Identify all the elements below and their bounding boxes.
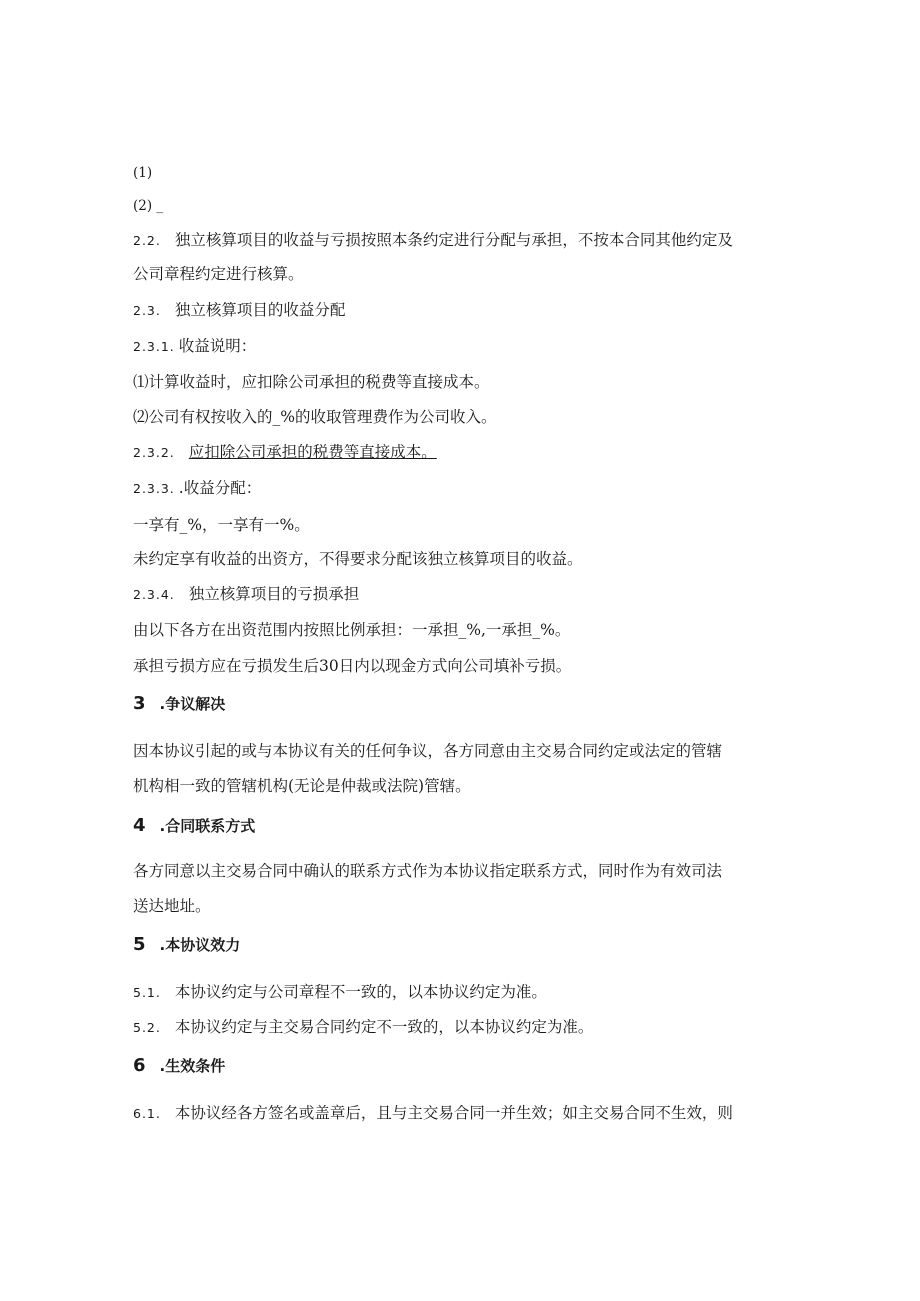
share-line: 一享有_%，一享有一%。	[133, 516, 310, 534]
section-number: 5	[133, 934, 146, 955]
clause-number: 2.3.4.	[133, 587, 175, 602]
section-title: .生效条件	[159, 1057, 226, 1075]
loss-line-1: 由以下各方在出资范围内按照比例承担：一承担_%,一承担_%。	[133, 621, 571, 639]
clause-text: 独立核算项目的收益分配	[174, 301, 346, 319]
item-2: (2) _	[133, 198, 164, 214]
section-number: 6	[133, 1055, 146, 1076]
income-note-2: ⑵公司有权按收入的_%的收取管理费作为公司收入。	[133, 408, 497, 426]
share-note: 未约定享有收益的出资方，不得要求分配该独立核算项目的收益。	[133, 550, 583, 568]
section-title: .合同联系方式	[159, 817, 256, 835]
contact-line-2: 送达地址。	[133, 897, 211, 915]
clause-2-3-1	[133, 336, 256, 357]
clause-2-2	[133, 230, 733, 251]
income-note-1: ⑴计算收益时，应扣除公司承担的税费等直接成本。	[133, 373, 490, 391]
clause-number: 5.1.	[133, 985, 161, 1000]
clause-5-1	[133, 982, 547, 1003]
clause-number: 2.3.2.	[133, 445, 175, 460]
clause-2-3	[133, 300, 345, 321]
clause-text: .收益分配：	[178, 479, 262, 497]
item-1: (1)	[133, 165, 153, 181]
dispute-line-1: 因本协议引起的或与本协议有关的任何争议，各方同意由主交易合同约定或法定的管辖	[133, 742, 723, 760]
clause-6-1	[133, 1103, 733, 1124]
clause-text: 本协议约定与主交易合同约定不一致的，以本协议约定为准。	[174, 1018, 594, 1036]
loss-line-2: 承担亏损方应在亏损发生后30日内以现金方式向公司填补亏损。	[133, 657, 572, 675]
contact-line-1: 各方同意以主交易合同中确认的联系方式作为本协议指定联系方式，同时作为有效司法	[133, 862, 723, 880]
clause-2-3-2	[133, 442, 437, 463]
clause-2-2-continued: 公司章程约定进行核算。	[133, 265, 304, 283]
clause-text: 独立核算项目的亏损承担	[188, 585, 360, 603]
clause-number: 2.3.	[133, 303, 161, 318]
clause-2-3-4	[133, 584, 359, 605]
clause-2-3-3	[133, 478, 261, 499]
clause-number: 2.3.3.	[133, 481, 175, 496]
section-number: 3	[133, 693, 146, 714]
section-number: 4	[133, 815, 146, 836]
clause-number: 6.1.	[133, 1106, 161, 1121]
section-6-heading	[133, 1055, 225, 1077]
section-3-heading	[133, 693, 225, 715]
clause-number: 2.2.	[133, 233, 161, 248]
clause-number: 5.2.	[133, 1020, 161, 1035]
clause-text: 独立核算项目的收益与亏损按照本条约定进行分配与承担，不按本合同其他约定及	[174, 231, 733, 249]
section-5-heading	[133, 934, 240, 956]
section-title: .本协议效力	[159, 936, 241, 954]
clause-text: 收益说明：	[178, 337, 257, 355]
clause-text: 应扣除公司承担的税费等直接成本。	[188, 443, 437, 461]
section-title: .争议解决	[159, 695, 226, 713]
clause-text: 本协议约定与公司章程不一致的，以本协议约定为准。	[174, 983, 547, 1001]
clause-text: 本协议经各方签名或盖章后，且与主交易合同一并生效；如主交易合同不生效，则	[174, 1104, 733, 1122]
dispute-line-2: 机构相一致的管辖机构(无论是仲裁或法院)管辖。	[133, 777, 471, 795]
section-4-heading	[133, 815, 255, 837]
clause-number: 2.3.1.	[133, 339, 175, 354]
clause-5-2	[133, 1017, 593, 1038]
